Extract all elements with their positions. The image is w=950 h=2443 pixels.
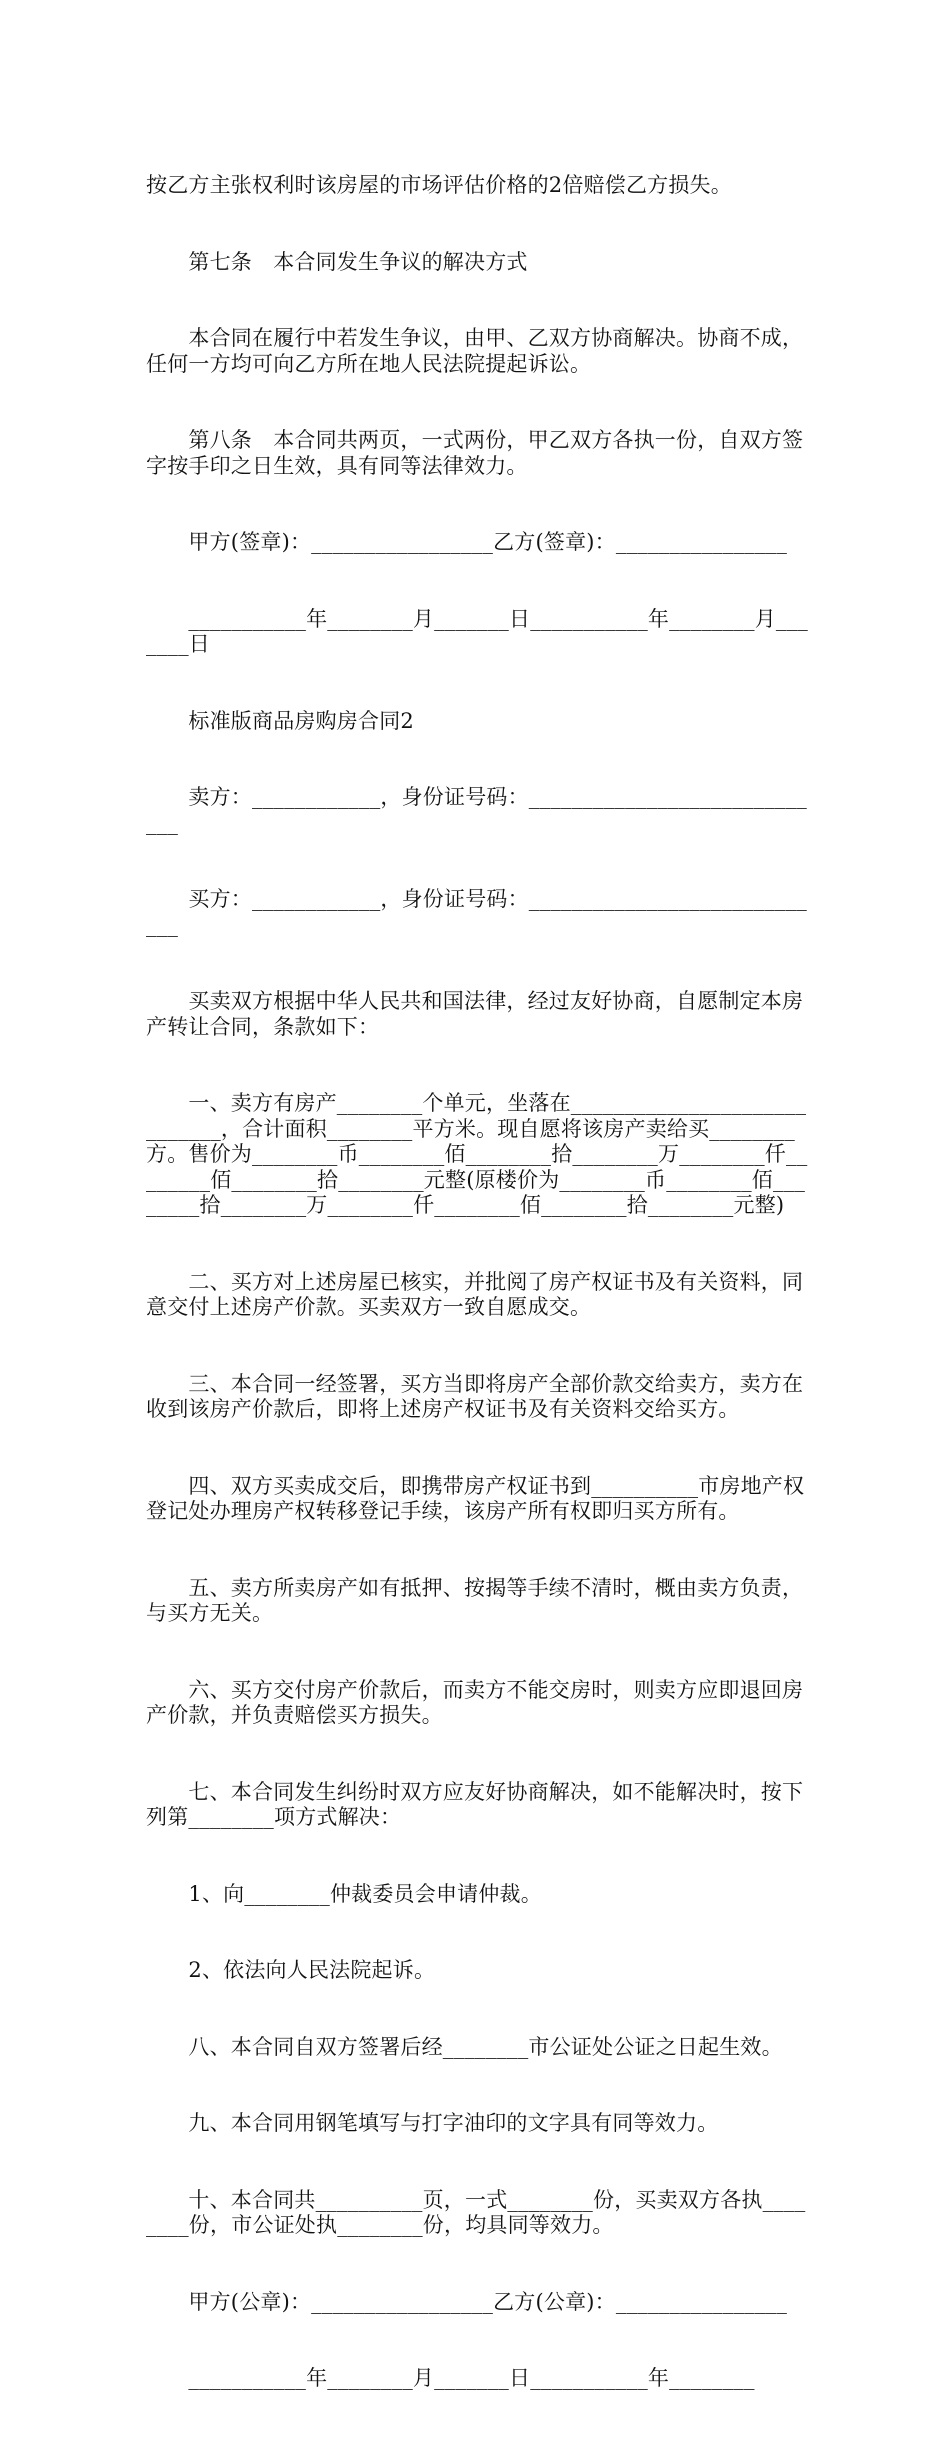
buyer-line: 买方：____________，身份证号码：_____________________________ (146, 887, 807, 937)
clause-8: 八、本合同自双方签署后经________市公证处公证之日起生效。 (146, 2034, 783, 2059)
seller-line: 卖方：____________，身份证号码：_____________________________ (146, 785, 807, 835)
contract-2-title: 标准版商品房购房合同2 (146, 708, 414, 733)
clause-7: 七、本合同发生纠纷时双方应友好协商解决，如不能解决时，按下列第________项方式解决： (146, 1779, 804, 1829)
clause-4: 四、双方买卖成交后，即携带房产权证书到__________市房地产权登记处办理房产权转移登记手续，该房产所有权即归买方所有。 (146, 1473, 805, 1523)
clause-5: 五、卖方所卖房产如有抵押、按揭等手续不清时，概由卖方负责，与买方无关。 (146, 1575, 804, 1625)
date-line-2: ___________年________月_______日___________年________ (146, 2366, 755, 2390)
article-7-heading: 第七条 本合同发生争议的解决方式 (146, 249, 528, 274)
clause-2: 二、买方对上述房屋已核实，并批阅了房产权证书及有关资料，同意交付上述房产价款。买卖双方一致自愿成交。 (146, 1269, 804, 1319)
clause-7-option-1: 1、向________仲裁委员会申请仲裁。 (146, 1881, 542, 1906)
article-8-text: 第八条 本合同共两页，一式两份，甲乙双方各执一份，自双方签字按手印之日生效，具有同等法律效力。 (146, 428, 804, 478)
clause-7-option-2: 2、依法向人民法院起诉。 (146, 1958, 436, 1982)
clause-1: 一、卖方有房产________个单元，坐落在_____________________________，合计面积________平方米。现自愿将该房产卖给买________方。售价为________币________佰________拾________万________仟________佰________拾________元整(原楼价为________币________佰________拾________万________仟________佰________拾________元整) (146, 1091, 808, 1217)
clause-3: 三、本合同一经签署，买方当即将房产全部价款交给卖方，卖方在收到该房产价款后，即将上述房产权证书及有关资料交给买方。 (146, 1371, 804, 1421)
clause-6: 六、买方交付房产价款后，而卖方不能交房时，则卖方应即退回房产价款，并负责赔偿买方损失。 (146, 1677, 804, 1727)
clause-9: 九、本合同用钢笔填写与打字油印的文字具有同等效力。 (146, 2111, 719, 2135)
signature-line-1: 甲方(签章)：_________________乙方(签章)：________________ (146, 530, 788, 554)
clause-10: 十、本合同共__________页，一式________份，买卖双方各执________份，市公证处执________份，均具同等效力。 (146, 2187, 806, 2237)
paragraph-compensation: 按乙方主张权利时该房屋的市场评估价格的2倍赔偿乙方损失。 (146, 173, 732, 197)
preamble: 买卖双方根据中华人民共和国法律，经过友好协商，自愿制定本房产转让合同，条款如下： (146, 989, 804, 1039)
date-line-1: ___________年________月_______日___________年________月_______日 (146, 606, 808, 656)
signature-line-2: 甲方(公章)：_________________乙方(公章)：________________ (146, 2289, 788, 2314)
document-body (146, 122, 808, 2443)
article-7-text: 本合同在履行中若发生争议，由甲、乙双方协商解决。协商不成，任何一方均可向乙方所在地人民法院提起诉讼。 (146, 326, 804, 376)
